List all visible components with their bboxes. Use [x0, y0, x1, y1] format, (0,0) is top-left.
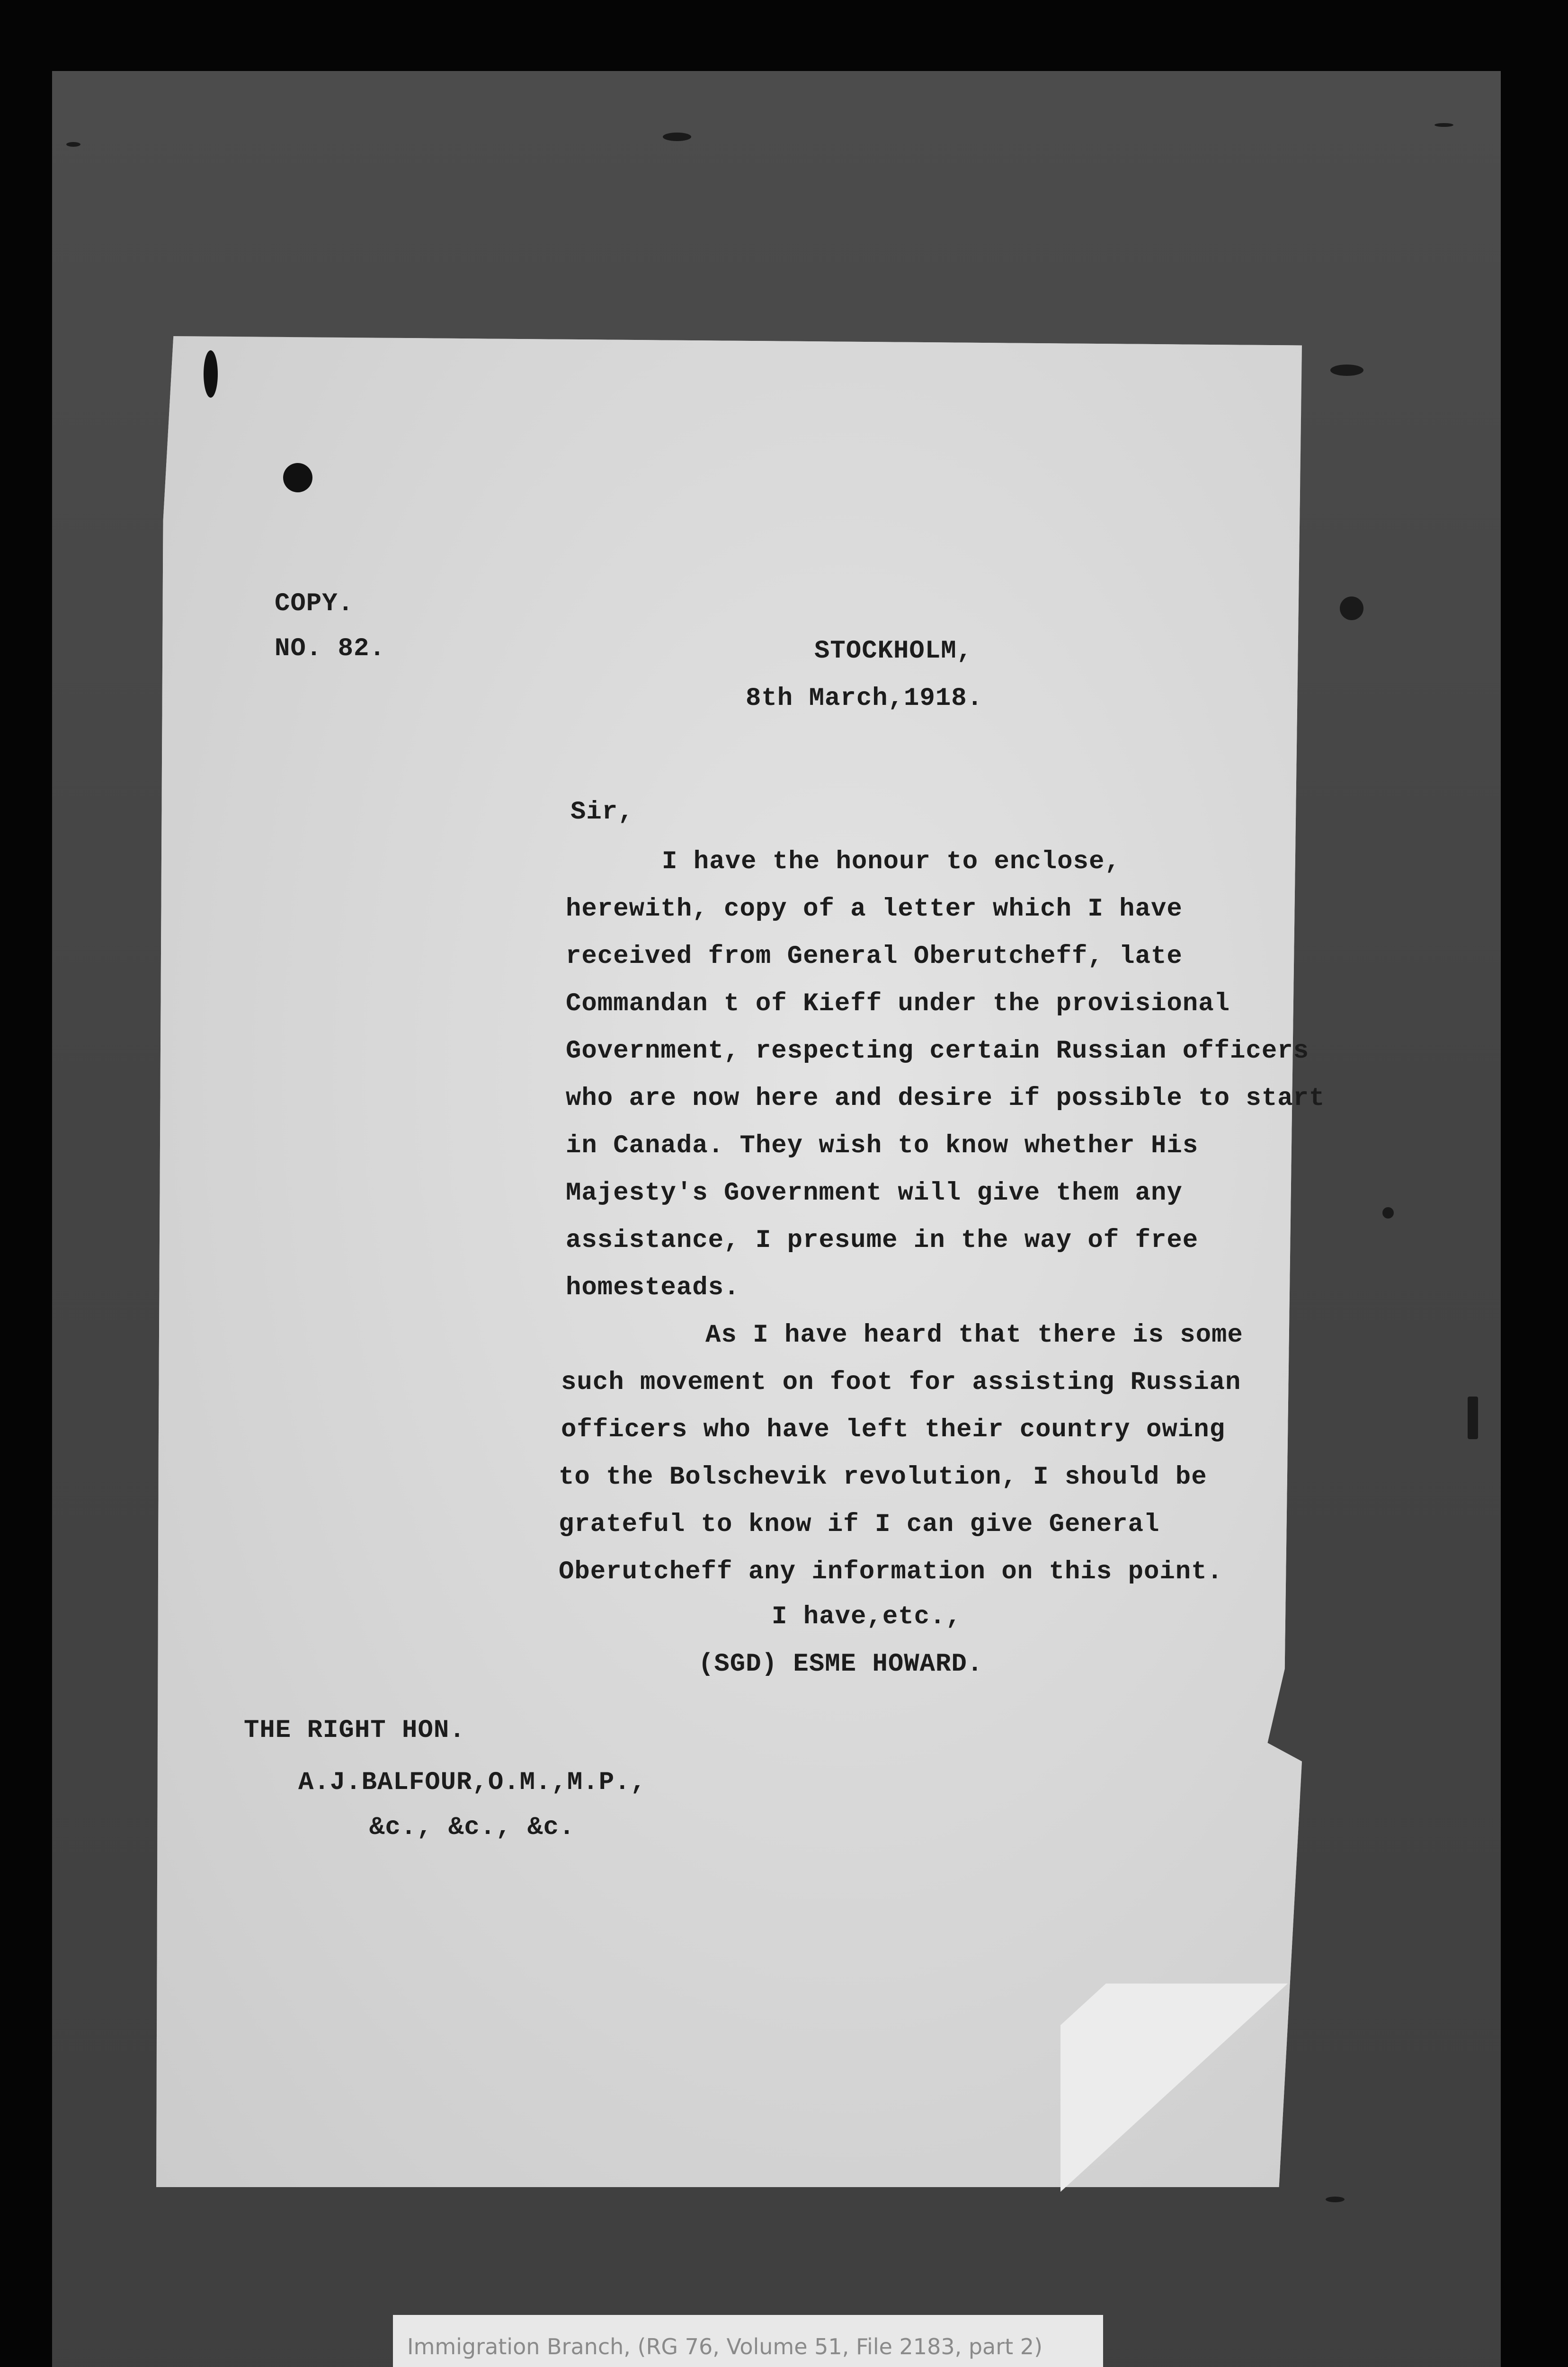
- body-line: assistance, I presume in the way of free: [566, 1226, 1199, 1255]
- addressee-line-2: A.J.BALFOUR,O.M.,M.P.,: [298, 1768, 646, 1797]
- body-line: who are now here and desire if possible to start: [566, 1084, 1325, 1113]
- board-speck: [1330, 365, 1363, 376]
- body-line: received from General Oberutcheff, late: [566, 942, 1183, 971]
- board-speck: [1382, 1207, 1394, 1219]
- header-number: NO. 82.: [275, 634, 385, 663]
- body-line: Majesty's Government will give them any: [566, 1179, 1183, 1208]
- addressee-line-3: &c., &c., &c.: [369, 1813, 575, 1842]
- body-line: to the Bolschevik revolution, I should be: [559, 1463, 1207, 1492]
- body-line: such movement on foot for assisting Russian: [561, 1368, 1241, 1397]
- board-speck: [1340, 596, 1363, 620]
- board-speck: [1468, 1397, 1478, 1439]
- body-line: I have the honour to enclose,: [662, 847, 1121, 876]
- letter-place: STOCKHOLM,: [814, 637, 973, 666]
- board-speck: [663, 133, 691, 141]
- addressee-line-1: THE RIGHT HON.: [244, 1716, 465, 1745]
- archive-reference-text: Immigration Branch, (RG 76, Volume 51, File 2183, part 2): [407, 2334, 1043, 2359]
- archive-reference-label: [393, 2315, 1103, 2367]
- header-copy: COPY.: [275, 589, 354, 618]
- page-mark: [204, 350, 218, 398]
- board-speck: [1326, 2197, 1345, 2202]
- board-speck: [66, 142, 80, 147]
- body-line: Government, respecting certain Russian officers: [566, 1037, 1310, 1066]
- signature: (SGD) ESME HOWARD.: [698, 1650, 983, 1679]
- closing: I have,etc.,: [772, 1602, 962, 1631]
- body-line: in Canada. They wish to know whether His: [566, 1131, 1199, 1160]
- body-line: Oberutcheff any information on this point.: [559, 1557, 1223, 1586]
- letter-date: 8th March,1918.: [746, 684, 983, 713]
- body-line: homesteads.: [566, 1273, 740, 1302]
- body-line: Commandan t of Kieff under the provisional: [566, 989, 1230, 1018]
- board-speck: [1434, 123, 1453, 127]
- punch-hole: [283, 463, 312, 492]
- body-line: herewith, copy of a letter which I have: [566, 895, 1183, 924]
- body-line: grateful to know if I can give General: [559, 1510, 1160, 1539]
- body-line: officers who have left their country owing: [561, 1415, 1226, 1444]
- salutation: Sir,: [570, 798, 634, 827]
- body-line: As I have heard that there is some: [705, 1321, 1243, 1350]
